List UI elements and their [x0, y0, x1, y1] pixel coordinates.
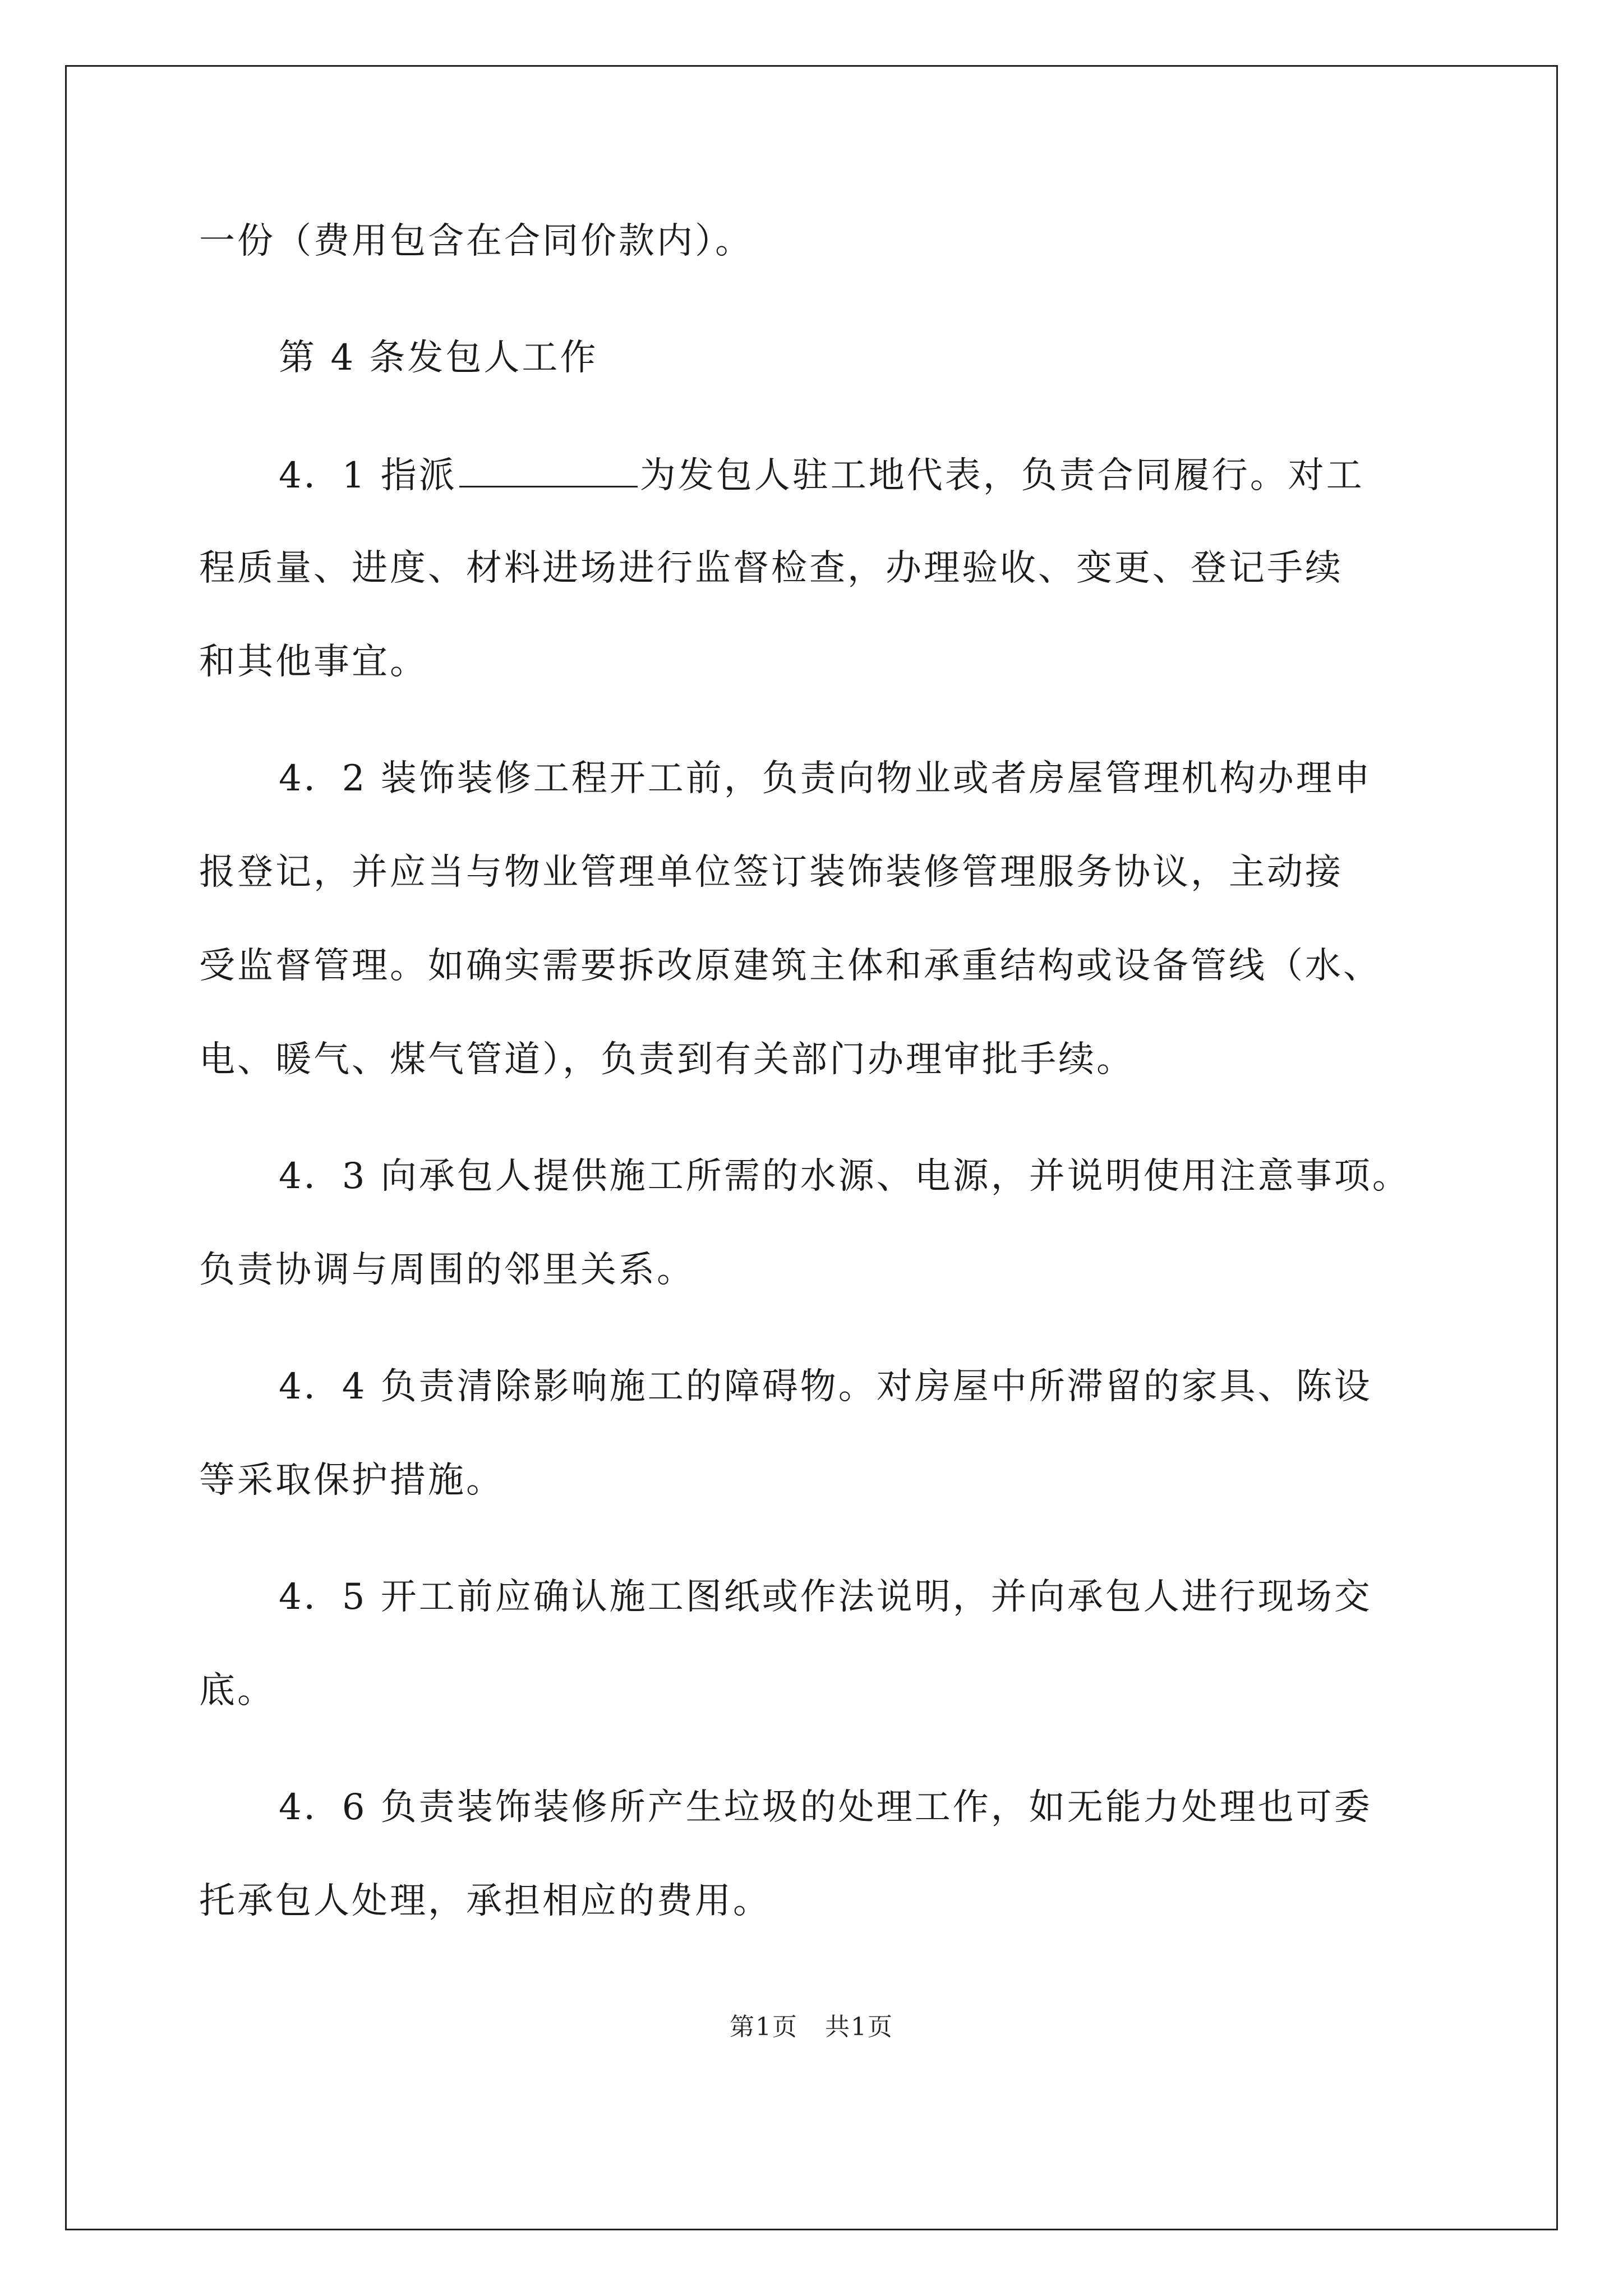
clause-text: 为发包人驻工地代表，负责合同履行。对工: [639, 455, 1364, 496]
paragraph-line: 程质量、进度、材料进场进行监督检查，办理验收、变更、登记手续: [199, 547, 1343, 589]
paragraph-line: [279, 452, 1364, 498]
paragraph-line: 4．4 负责清除影响施工的障碍物。对房屋中所滞留的家具、陈设: [279, 1366, 1372, 1407]
paragraph-line: 和其他事宜。: [199, 641, 428, 683]
page-number: 第1页: [730, 2013, 798, 2041]
paragraph-line: 电、暖气、煤气管道），负责到有关部门办理审批手续。: [199, 1039, 1135, 1080]
paragraph-line: 受监督管理。如确实需要拆改原建筑主体和承重结构或设备管线（水、: [199, 945, 1381, 987]
paragraph-line: 报登记，并应当与物业管理单位签订装饰装修管理服务协议，主动接: [199, 852, 1343, 893]
section-heading: 第 4 条发包人工作: [279, 337, 598, 379]
paragraph-line: 4．5 开工前应确认施工图纸或作法说明，并向承包人进行现场交: [279, 1576, 1372, 1618]
paragraph-line: 底。: [199, 1670, 275, 1711]
paragraph-line: 4．3 向承包人提供施工所需的水源、电源，并说明使用注意事项。: [279, 1156, 1410, 1197]
paragraph-line: 等采取保护措施。: [199, 1460, 504, 1501]
paragraph-line: 4．6 负责装饰装修所产生垃圾的处理工作，如无能力处理也可委: [279, 1787, 1372, 1828]
paragraph-line: 4．2 装饰装修工程开工前，负责向物业或者房屋管理机构办理申: [279, 758, 1372, 799]
page-footer: [0, 2012, 1623, 2043]
clause-number-text: 4．1 指派: [279, 455, 457, 496]
paragraph-line: 托承包人处理，承担相应的费用。: [199, 1880, 771, 1922]
page-total: 共1页: [825, 2013, 893, 2041]
paragraph-line: 一份（费用包含在合同价款内）。: [199, 220, 753, 262]
blank-field: [459, 452, 638, 487]
paragraph-line: 负责协调与周围的邻里关系。: [199, 1249, 695, 1291]
